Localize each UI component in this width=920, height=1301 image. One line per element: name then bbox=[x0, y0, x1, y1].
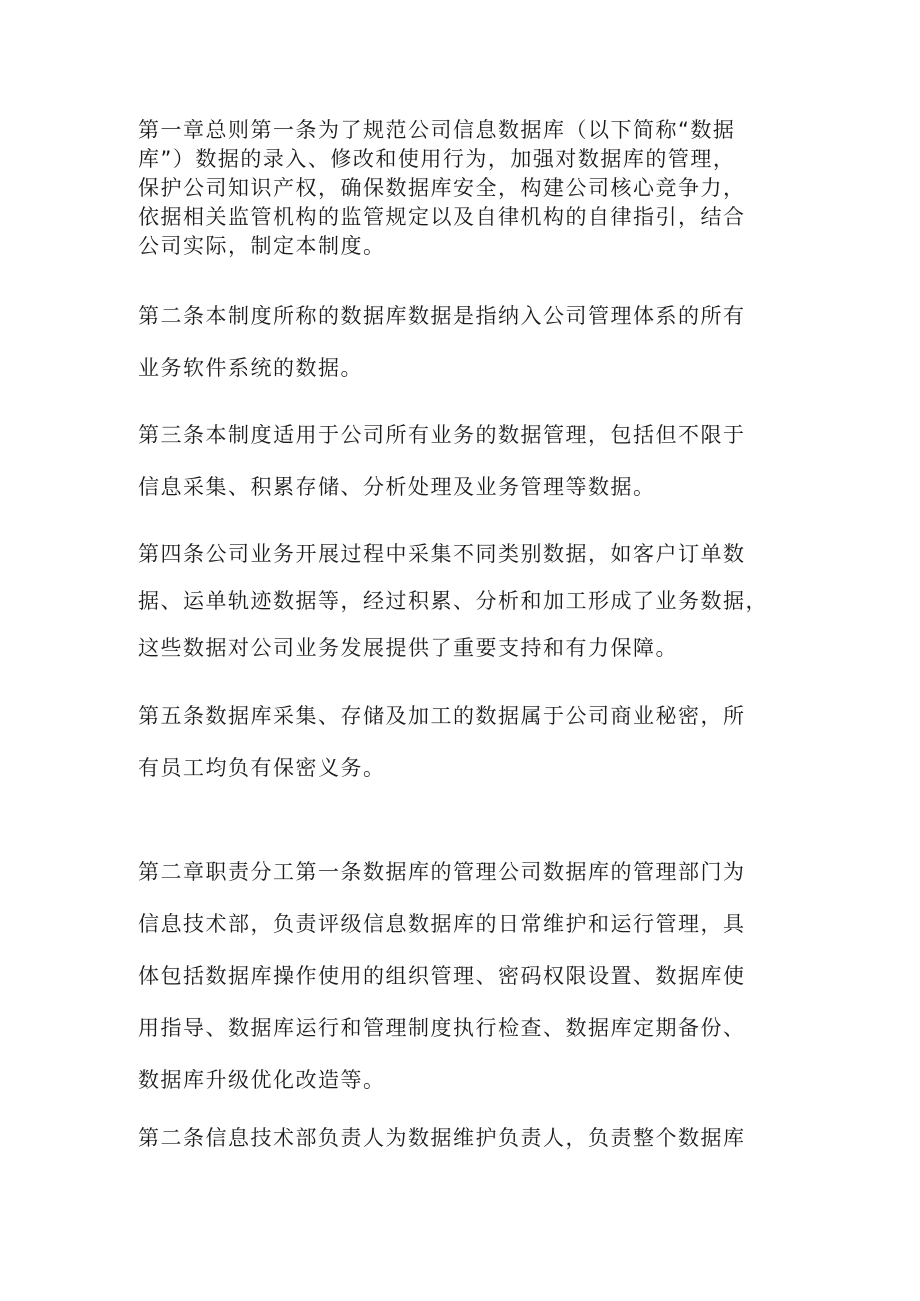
text-line: 第四条公司业务开展过程中采集不同类别数据，如客户订单数 bbox=[138, 542, 746, 566]
text-line: 有员工均负有保密义务。 bbox=[138, 756, 386, 780]
text-line: 第二章职责分工第一条数据库的管理公司数据库的管理部门为 bbox=[138, 860, 746, 884]
text-line: 体包括数据库操作使用的组织管理、密码权限设置、数据库使 bbox=[138, 964, 746, 988]
text-line: 业务软件系统的数据。 bbox=[138, 356, 363, 380]
text-line: 第三条本制度适用于公司所有业务的数据管理，包括但不限于 bbox=[138, 423, 746, 447]
text-line: 第二条信息技术部负责人为数据维护负责人，负责整个数据库 bbox=[138, 1126, 746, 1150]
text-line: 据、运单轨迹数据等，经过积累、分析和加工形成了业务数据， bbox=[138, 589, 768, 613]
text-line: 信息技术部，负责评级信息数据库的日常维护和运行管理，具 bbox=[138, 912, 746, 936]
text-line: 这些数据对公司业务发展提供了重要支持和有力保障。 bbox=[138, 636, 678, 660]
text-line: 第一章总则第一条为了规范公司信息数据库（以下简称“数据 bbox=[138, 118, 736, 142]
text-line: 公司实际，制定本制度。 bbox=[138, 234, 386, 258]
text-line: 第二条本制度所称的数据库数据是指纳入公司管理体系的所有 bbox=[138, 304, 746, 328]
text-line: 第五条数据库采集、存储及加工的数据属于公司商业秘密，所 bbox=[138, 704, 746, 728]
text-line: 信息采集、积累存储、分析处理及业务管理等数据。 bbox=[138, 475, 656, 499]
text-line: 用指导、数据库运行和管理制度执行检查、数据库定期备份、 bbox=[138, 1016, 746, 1040]
text-line: 依据相关监管机构的监管规定以及自律机构的自律指引，结合 bbox=[138, 205, 746, 229]
text-line: 库”）数据的录入、修改和使用行为，加强对数据库的管理， bbox=[138, 147, 736, 171]
text-line: 保护公司知识产权，确保数据库安全，构建公司核心竞争力， bbox=[138, 176, 746, 200]
text-line: 数据库升级优化改造等。 bbox=[138, 1068, 386, 1092]
